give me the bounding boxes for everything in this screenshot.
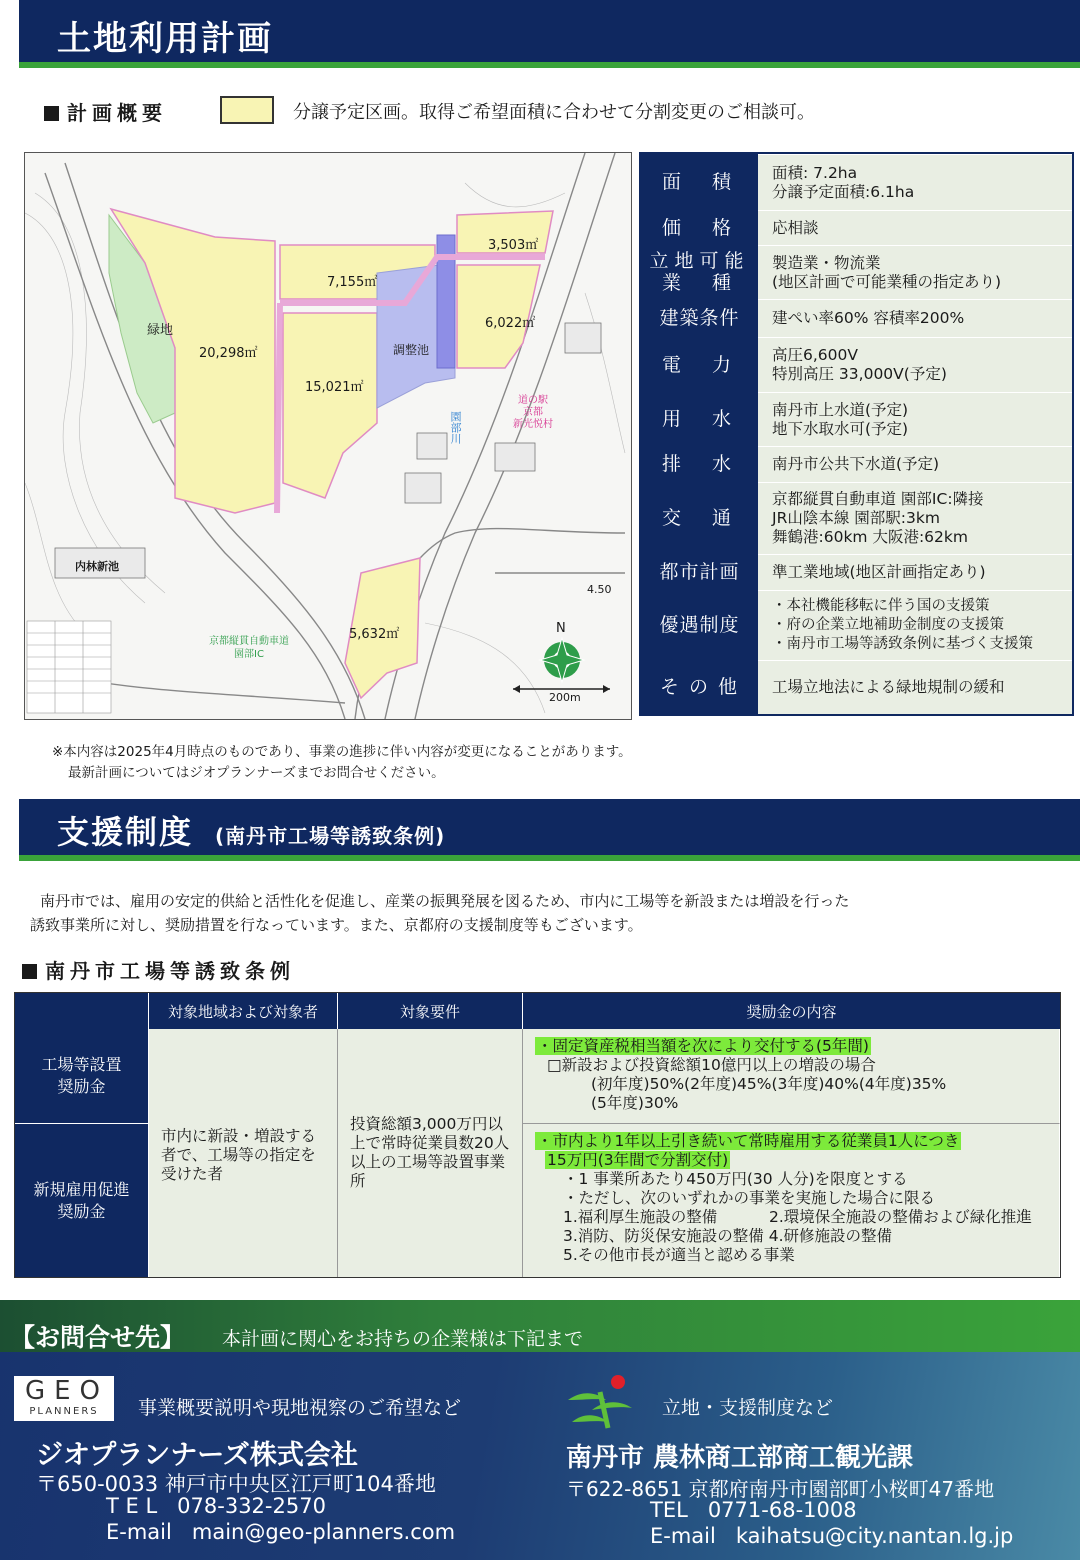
info-row-drainage xyxy=(641,446,1072,482)
contact-heading-sub: 本計画に関心をお持ちの企業様は下記まで xyxy=(222,1328,584,1350)
right-address: 〒622-8651 京都府南丹市園部町小桜町47番地 xyxy=(566,1477,995,1501)
info-row-area xyxy=(641,154,1072,210)
intro-text: 誘致事業所に対し、奨励措置を行なっています。また、京都府の支援制度等もございます。 xyxy=(30,916,643,934)
info-row-water xyxy=(641,392,1072,446)
target-cell xyxy=(149,1029,338,1277)
info-value: 製造業・物流業 xyxy=(772,253,881,272)
table-header-cell xyxy=(15,993,149,1029)
target-text: 市内に新設・増設する者で、工場等の指定を受けた者 xyxy=(161,1127,317,1183)
info-value: 高圧6,600V xyxy=(772,346,858,364)
left-address: 〒650-0033 神戸市中央区江戸町104番地 xyxy=(36,1472,436,1496)
map-lot-label: 7,155㎡ xyxy=(327,275,378,290)
legend-swatch xyxy=(220,96,274,124)
right-tel: TEL 0771-68-1008 xyxy=(650,1498,857,1522)
row-label-employment: 新規雇用促進 奨励金 xyxy=(15,1124,149,1277)
row-label-factory: 工場等設置 奨励金 xyxy=(15,1029,149,1124)
right-purpose: 立地・支援制度など xyxy=(662,1397,834,1419)
scale-label: 200m xyxy=(549,691,581,704)
info-value: 地下水取水可(予定) xyxy=(772,419,909,438)
requirement-text: 投資総額3,000万円以上で常時従業員数20人以上の工場等設置事業所 xyxy=(350,1115,510,1190)
highlight-text: 15万円(3年間で分割交付) xyxy=(547,1151,729,1169)
info-row-incentives xyxy=(641,590,1072,660)
square-bullet-icon xyxy=(22,964,37,979)
table-header-cell: 奨励金の内容 xyxy=(523,993,1060,1029)
info-value: 南丹市公共下水道(予定) xyxy=(772,455,940,473)
contact-heading: 【お問合せ先】 xyxy=(10,1323,186,1352)
info-value: ・本社機能移転に伴う国の支援策 xyxy=(772,598,990,614)
info-value: 分譲予定面積:6.1ha xyxy=(772,182,915,201)
info-key: 建築条件 xyxy=(641,299,758,337)
property-info-table xyxy=(639,152,1074,716)
incentive-cell-employment xyxy=(523,1124,1060,1277)
info-value: 工場立地法による緑地規制の緩和 xyxy=(772,678,1005,696)
map-green-label: 緑地 xyxy=(147,323,174,338)
legend-text: 分譲予定区画。取得ご希望面積に合わせて分割変更のご相談可。 xyxy=(293,102,815,123)
table-header-cell: 対象地域および対象者 xyxy=(149,993,338,1029)
contact-section xyxy=(0,1300,1080,1560)
info-key: 排 水 xyxy=(641,446,758,482)
incentive-line: 3.消防、防災保安施設の整備 4.研修施設の整備 xyxy=(563,1227,893,1245)
right-email: E-mail kaihatsu@city.nantan.lg.jp xyxy=(650,1524,1014,1548)
info-value: (地区計画で可能業種の指定あり) xyxy=(772,272,1002,291)
info-value: 応相談 xyxy=(772,218,819,237)
intro-text: 南丹市では、雇用の安定的供給と活性化を促進し、産業の振興発展を図るため、市内に工場等を新設または増設を行った xyxy=(40,892,850,910)
left-purpose: 事業概要説明や現地視察のご希望など xyxy=(138,1397,462,1419)
highlight-text: ・市内より1年以上引き続いて常時雇用する従業員1人につき xyxy=(537,1132,960,1150)
section-header-support xyxy=(19,799,1080,861)
info-value: JR山陰本線 園部駅:3km xyxy=(772,509,940,527)
info-value: ・南丹市工場等誘致条例に基づく支援策 xyxy=(772,636,1033,652)
section-subtitle: (南丹市工場等誘致条例) xyxy=(215,824,446,848)
square-bullet-icon xyxy=(44,106,59,121)
incentive-line: □新設および投資総額10億円以上の増設の場合 xyxy=(547,1056,876,1074)
info-value: ・府の企業立地補助金制度の支援策 xyxy=(772,617,1004,633)
map-lot-label: 20,298㎡ xyxy=(199,346,258,361)
map-station-label: 道の駅 京都 新光悦村 xyxy=(513,395,553,430)
requirement-cell xyxy=(338,1029,523,1277)
info-row-power xyxy=(641,337,1072,392)
note-line: ※本内容は2025年4月時点のものであり、事業の進捗に伴い内容が変更になることがあります。 xyxy=(52,744,632,760)
info-value: 準工業地域(地区計画指定あり) xyxy=(772,563,986,581)
map-lot-label: 5,632㎡ xyxy=(349,627,400,642)
info-key: 面 積 xyxy=(641,154,758,210)
site-map xyxy=(24,152,632,720)
info-value: 特別高圧 33,000V(予定) xyxy=(772,365,947,383)
info-key: 都市計画 xyxy=(641,554,758,590)
map-lot-label: 3,503㎡ xyxy=(488,238,539,253)
info-key: そ の 他 xyxy=(641,660,758,714)
ordinance-heading: 南丹市工場等誘致条例 xyxy=(22,955,295,984)
map-number-label: 4.50 xyxy=(587,583,612,596)
compass-north-label: N xyxy=(556,621,566,636)
info-value: 南丹市上水道(予定) xyxy=(772,400,909,419)
incentive-line: (初年度)50%(2年度)45%(3年度)40%(4年度)35% xyxy=(591,1075,947,1093)
section-header-land-use xyxy=(19,0,1080,68)
info-key: 立地可能 業 種 xyxy=(641,245,758,299)
info-row-other xyxy=(641,660,1072,714)
highlight-text: ・固定資産税相当額を次により交付する(5年間) xyxy=(537,1037,869,1055)
map-pond-label: 調整池 xyxy=(393,343,430,357)
info-key: 電 力 xyxy=(641,337,758,392)
info-row-city-plan xyxy=(641,554,1072,590)
info-value: 京都縦貫自動車道 園部IC:隣接 xyxy=(772,490,984,508)
note-line: 最新計画についてはジオプランナーズまでお問合せください。 xyxy=(68,765,445,781)
info-row-building xyxy=(641,299,1072,337)
left-tel: T E L 078-332-2570 xyxy=(106,1494,326,1518)
map-ic-label: 京都縦貫自動車道 園部IC xyxy=(209,636,289,660)
incentive-line: ・ただし、次のいずれかの事業を実施した場合に限る xyxy=(563,1189,936,1207)
nantan-city-logo xyxy=(562,1370,640,1434)
info-row-transport xyxy=(641,482,1072,554)
incentive-line: ・1 事業所あたり450万円(30 人分)を限度とする xyxy=(563,1170,908,1188)
incentive-cell-factory xyxy=(523,1029,1060,1124)
info-value: 建ぺい率60% 容積率200% xyxy=(772,309,965,327)
left-company: ジオプランナーズ株式会社 xyxy=(36,1440,358,1471)
info-key: 用 水 xyxy=(641,392,758,446)
right-org: 南丹市 農林商工部商工観光課 xyxy=(566,1443,914,1473)
info-value: 舞鶴港:60km 大阪港:62km xyxy=(772,528,968,546)
section-title: 土地利用計画 xyxy=(57,19,273,59)
map-lot-label: 15,021㎡ xyxy=(305,380,364,395)
section-title: 支援制度 (南丹市工場等誘致条例) xyxy=(57,813,446,851)
incentive-line: (5年度)30% xyxy=(591,1094,679,1112)
geo-planners-logo: GEO PLANNERS xyxy=(14,1376,114,1421)
left-email: E-mail main@geo-planners.com xyxy=(106,1520,456,1544)
table-header-cell: 対象要件 xyxy=(338,993,523,1029)
ordinance-table xyxy=(14,992,1061,1278)
info-key: 優遇制度 xyxy=(641,590,758,660)
map-area-label: 内林新池 xyxy=(75,560,119,573)
incentive-line: 2.環境保全施設の整備および緑化推進 xyxy=(769,1208,1032,1226)
info-key: 交 通 xyxy=(641,482,758,554)
map-lot-label: 6,022㎡ xyxy=(485,316,536,331)
plan-overview-heading: 計画概要 xyxy=(44,97,167,126)
incentive-line: 5.その他市長が適当と認める事業 xyxy=(563,1246,795,1264)
incentive-line: 1.福利厚生施設の整備 xyxy=(563,1208,718,1226)
info-row-price xyxy=(641,210,1072,245)
info-value: 面積: 7.2ha xyxy=(772,163,858,182)
map-river-label: 園部川 xyxy=(449,411,462,444)
info-key: 価 格 xyxy=(641,210,758,245)
info-row-industry xyxy=(641,245,1072,299)
